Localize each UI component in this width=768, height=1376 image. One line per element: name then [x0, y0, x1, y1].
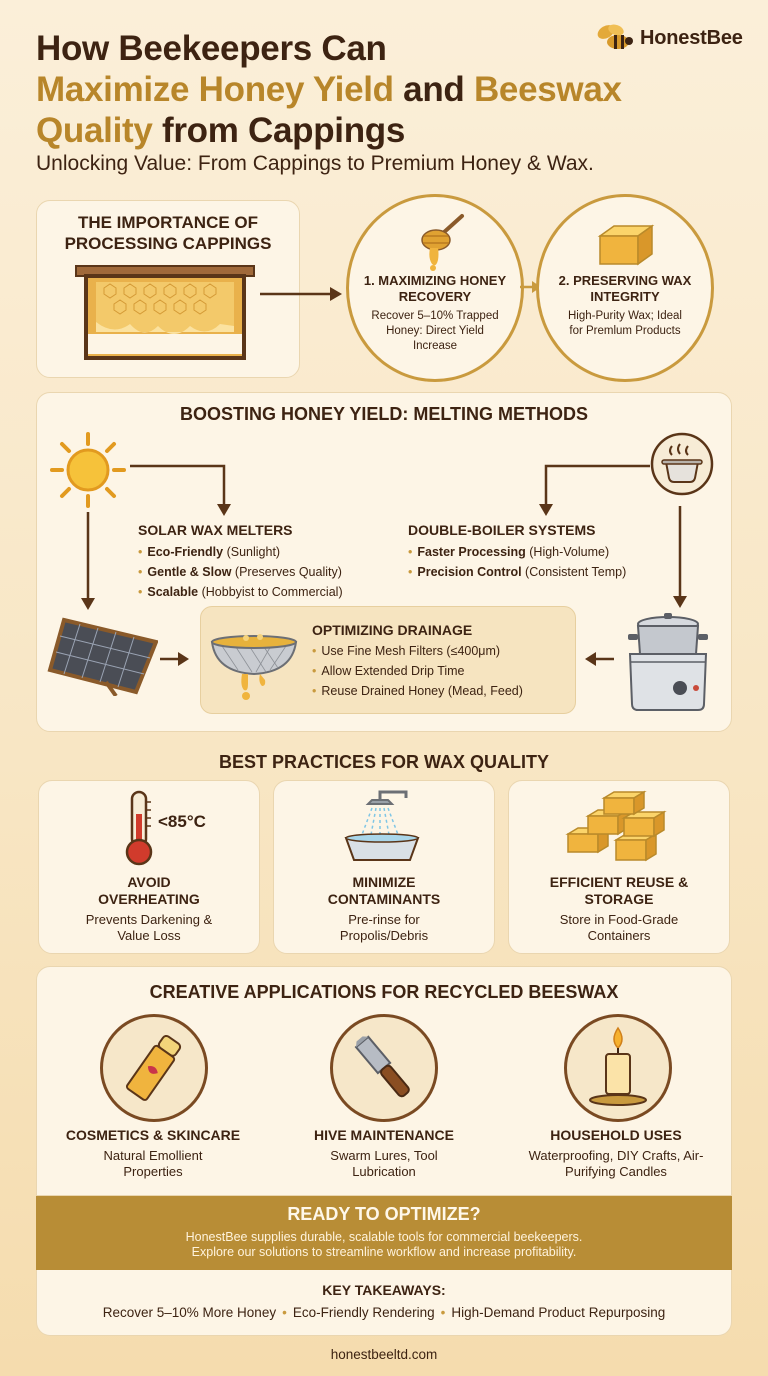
wax-block-icon: [594, 222, 656, 268]
wax-card-desc: Pre-rinse for Propolis/Debris: [339, 912, 429, 943]
arrow-right-icon: [260, 284, 344, 304]
sun-icon: [48, 430, 128, 510]
lip-balm-icon: [118, 1030, 190, 1106]
wax-card-title: MINIMIZE CONTAMINANTS: [327, 874, 441, 907]
solar-item: • Eco-Friendly (Sunlight): [138, 545, 281, 559]
bee-icon: [594, 22, 634, 54]
wax-card-desc: Prevents Darkening & Value Loss: [85, 912, 213, 943]
thermometer-icon: [122, 788, 156, 868]
wax-card-title: AVOID OVERHEATING: [98, 874, 200, 907]
arrow-down-to-cooker-icon: [672, 506, 688, 610]
application-desc: Swarm Lures, Tool Lubrication: [330, 1148, 438, 1179]
honeycomb-frame-icon: [74, 264, 256, 364]
steaming-pot-icon: [650, 432, 714, 496]
double-boiler-icon: [620, 610, 716, 714]
benefit-2-desc: High-Purity Wax; Ideal for Premlum Products: [568, 310, 682, 337]
wax-quality-title: BEST PRACTICES FOR WAX QUALITY: [218, 752, 549, 772]
application-title: COSMETICS & SKINCARE: [65, 1127, 241, 1143]
boiler-item: • Precision Control (Consistent Temp): [408, 565, 627, 579]
wax-card-desc: Store in Food-Grade Containers: [559, 912, 679, 943]
cta-line-2: Explore our solutions to streamline workflow and increase profitability.: [191, 1245, 577, 1259]
cta-description: [36, 1230, 732, 1260]
benefit-1-title: 1. MAXIMIZING HONEY RECOVERY: [363, 273, 507, 304]
title-highlight-quality: Quality: [36, 111, 153, 150]
takeaway-item: High-Demand Product Repurposing: [451, 1305, 666, 1320]
title-ending: from Cappings: [152, 111, 406, 150]
boiler-list: [408, 542, 626, 582]
takeaway-item: Recover 5–10% More Honey: [102, 1305, 277, 1320]
rinse-basin-icon: [340, 788, 430, 864]
solar-panel-icon: [46, 612, 158, 696]
cta-title: READY TO OPTIMIZE?: [287, 1204, 481, 1224]
optimizing-drainage-title: OPTIMIZING DRAINAGE: [312, 622, 473, 638]
solar-wax-melters-title: SOLAR WAX MELTERS: [138, 522, 293, 538]
solar-item: • Gentle & Slow (Preserves Quality): [138, 565, 342, 579]
arrow-down-to-solar-icon: [130, 462, 234, 518]
application-desc: Natural Emollient Properties: [103, 1148, 203, 1179]
benefit-1-desc: Recover 5–10% Trapped Honey: Direct Yield Increase: [371, 310, 499, 352]
arrow-right-to-drain-icon: [160, 650, 190, 668]
temperature-limit-label: <85°C: [158, 812, 206, 831]
wax-card-title: EFFICIENT REUSE & STORAGE: [549, 874, 689, 907]
arrow-left-to-drain-icon: [584, 650, 614, 668]
application-desc: Waterproofing, DIY Crafts, Air-Purifying Candles: [528, 1148, 704, 1179]
application-title: HIVE MAINTENANCE: [313, 1127, 454, 1143]
drainage-item: • Reuse Drained Honey (Mead, Feed): [312, 684, 523, 698]
hive-tool-icon: [346, 1030, 422, 1106]
applications-title: CREATIVE APPLICATIONS FOR RECYCLED BEESWAX: [149, 982, 619, 1002]
melting-methods-title: BOOSTING HONEY YIELD: MELTING METHODS: [179, 404, 589, 424]
takeaway-item: Eco-Friendly Rendering: [292, 1305, 435, 1320]
cta-line-1: HonestBee supplies durable, scalable tools for commercial beekeepers.: [185, 1230, 583, 1244]
brand-name: HonestBee: [640, 26, 743, 49]
strainer-icon: [208, 622, 300, 702]
key-takeaways-title: KEY TAKEAWAYS:: [322, 1282, 446, 1298]
title-line-2: [36, 69, 726, 110]
title-line-1: How Beekeepers Can: [36, 29, 387, 68]
drainage-item: • Allow Extended Drip Time: [312, 664, 465, 678]
double-boiler-title: DOUBLE-BOILER SYSTEMS: [408, 522, 596, 538]
boiler-item: • Faster Processing (High-Volume): [408, 545, 610, 559]
arrow-down-to-boiler-icon: [532, 462, 652, 518]
title-line-3: [36, 110, 726, 151]
title-highlight-beeswax: Beeswax: [473, 70, 622, 109]
solar-list: [138, 542, 343, 602]
wax-blocks-stack-icon: [564, 788, 674, 866]
solar-item: • Scalable (Hobbyist to Commercial): [138, 585, 343, 599]
brand-logo[interactable]: [594, 22, 743, 54]
benefit-2-title: 2. PRESERVING WAX INTEGRITY: [558, 273, 692, 304]
key-takeaways-card: [36, 1270, 732, 1336]
footer-website-link[interactable]: honestbeeltd.com: [330, 1347, 438, 1362]
title-highlight-honey-yield: Maximize Honey Yield: [36, 70, 394, 109]
drainage-item: • Use Fine Mesh Filters (≤400μm): [312, 644, 501, 658]
drainage-list: [312, 641, 523, 701]
title-connector: and: [393, 70, 474, 109]
importance-title: THE IMPORTANCE OF PROCESSING CAPPINGS: [64, 213, 272, 253]
application-title: HOUSEHOLD USES: [550, 1127, 682, 1143]
key-takeaways-list: Recover 5–10% More Honey • Eco-Friendly Rendering • High-Demand Product Repurposing: [102, 1305, 666, 1320]
arrow-down-to-panel-icon: [80, 512, 96, 612]
page-subtitle: Unlocking Value: From Cappings to Premium Honey & Wax.: [36, 152, 594, 175]
candle-icon: [584, 1024, 652, 1110]
honey-dipper-icon: [412, 212, 466, 272]
